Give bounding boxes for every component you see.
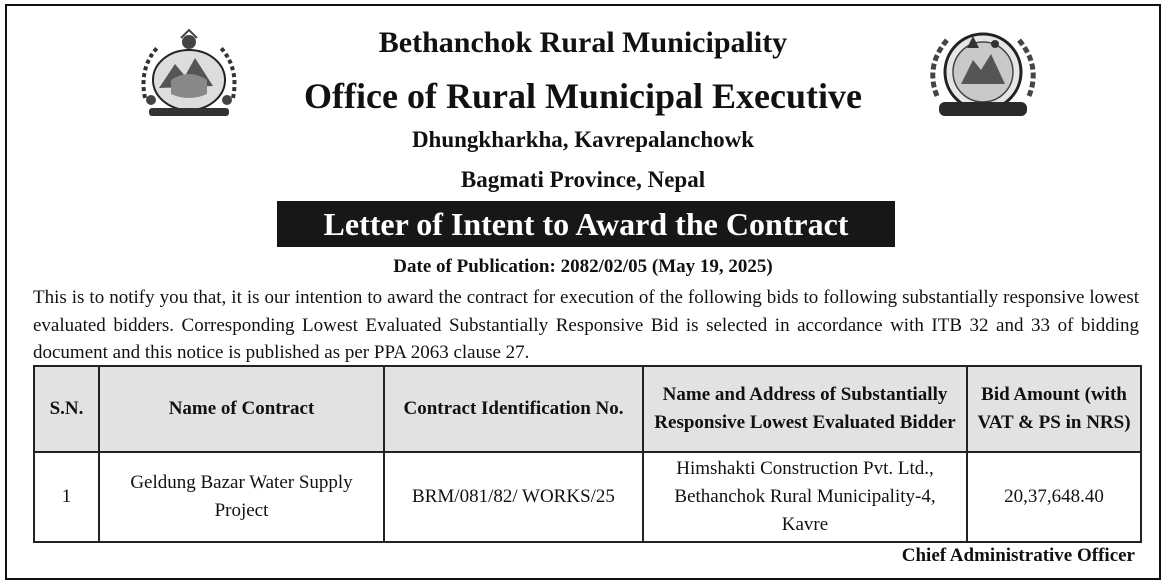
office-name: Office of Rural Municipal Executive: [304, 76, 862, 116]
notice-document: [5, 4, 1161, 580]
signoff: Chief Administrative Officer: [901, 545, 1135, 566]
municipality-name: Bethanchok Rural Municipality: [378, 26, 788, 59]
contracts-table: [33, 365, 1142, 543]
table-row: [34, 452, 1141, 542]
address-line-2: Bagmati Province, Nepal: [460, 167, 706, 192]
cell-contract-id: BRM/081/82/ WORKS/25: [384, 452, 643, 542]
table-header-row: [34, 366, 1141, 452]
header-contract-name: Name of Contract: [99, 366, 384, 452]
header-sn: S.N.: [34, 366, 99, 452]
cell-bidder: Himshakti Construction Pvt. Ltd., Bethanchok Rural Municipality-4, Kavre: [643, 452, 967, 542]
header-bid-amount: Bid Amount (with VAT & PS in NRS): [967, 366, 1141, 452]
publication-date: Date of Publication: 2082/02/05 (May 19, 2025): [393, 256, 773, 277]
cell-sn: 1: [34, 452, 99, 542]
notice-title-banner: Letter of Intent to Award the Contract: [277, 201, 895, 247]
cell-contract-name: Geldung Bazar Water Supply Project: [99, 452, 384, 542]
cell-bid-amount: 20,37,648.40: [967, 452, 1141, 542]
notice-body: This is to notify you that, it is our intention to award the contract for execution of the following bids to following substantially responsive lowest evaluated bidders. Corresponding Lowest Evaluated Substantially Responsive Bid is selected in accordance with ITB 32 and 33 of bidding document and this notice is published as per PPA 2063 clause 27.: [33, 287, 1139, 363]
address-line-1: Dhungkharkha, Kavrepalanchowk: [411, 127, 755, 152]
header-bidder: Name and Address of Substantially Responsive Lowest Evaluated Bidder: [643, 366, 967, 452]
header-contract-id: Contract Identification No.: [384, 366, 643, 452]
